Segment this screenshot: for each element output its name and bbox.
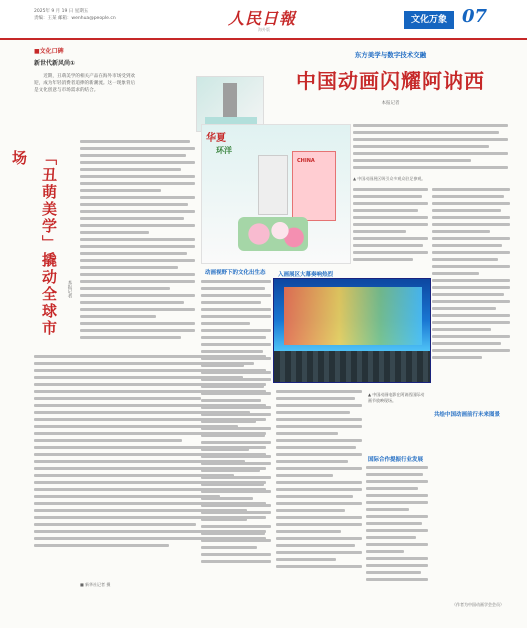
author-note: （作者为中国动画学会会员）	[452, 602, 504, 607]
text-block-3	[353, 124, 508, 169]
photo-credit: ■ 新华社记者 摄	[80, 582, 111, 587]
subhead-4: 共绘中国动画前行未来图景	[434, 412, 501, 418]
page-number: 07	[462, 6, 488, 27]
masthead-date: 2025年 9 月 19 日 星期五	[34, 9, 89, 14]
column-tag: ■文化口碑	[34, 48, 64, 55]
text-block-5	[353, 188, 428, 261]
flower-arrangement-shape	[238, 217, 308, 251]
feature-column-3b	[366, 466, 428, 606]
screening-photo	[273, 278, 431, 383]
feature-intro-text	[353, 124, 508, 174]
story-author: 本报记者	[67, 280, 72, 298]
feature-column-3	[353, 188, 428, 278]
cinema-screen-shape	[284, 287, 422, 345]
text-block-4	[201, 280, 271, 563]
story-lead: 近期，丑萌美学的相关产品在海外市场受到欢迎，成为年轻消费者追捧的新潮流。这一现象背后是文化创意与市场需求的结合。	[34, 74, 136, 94]
masthead-editor: 责编：王某 邮箱：wenhua@people.cn	[34, 16, 116, 21]
feature-header	[273, 46, 508, 126]
exhibition-logo-a: 华夏	[206, 133, 226, 144]
masthead-meta	[34, 8, 116, 22]
text-block-7	[276, 390, 362, 568]
feature-kicker: 东方美学与数字技术交融	[354, 51, 427, 59]
text-block-6	[432, 188, 510, 359]
exhibition-photo	[201, 124, 351, 264]
exhibition-caption: ▲ 中国动画展区吸引众多观众驻足参观。	[353, 176, 426, 181]
feature-column-1	[201, 280, 271, 628]
audience-shape	[274, 351, 431, 383]
story-vertical-title: 「丑萌美学」撬动全球市场	[10, 150, 58, 337]
series-tag: 新世代新风尚①	[34, 60, 76, 67]
booth-panel-shape	[258, 155, 288, 215]
booth-label: CHINA	[297, 158, 315, 164]
text-block-8	[366, 466, 428, 581]
subhead-1: 动画视野下的文化出生态	[205, 270, 266, 276]
feature-byline: 本报记者	[381, 101, 400, 106]
feature-column-2	[276, 390, 362, 605]
subhead-3: 国际合作提振行业发展	[368, 457, 424, 463]
screening-caption: ▲ 中国动画电影在阿讷西国际动画节放映现场。	[368, 392, 425, 403]
text-block	[80, 140, 195, 339]
newspaper-edition: 海外版	[258, 27, 270, 32]
newspaper-logo: 人民日報	[228, 9, 297, 28]
masthead	[0, 0, 527, 40]
feature-headline: 中国动画闪耀阿讷西	[296, 69, 485, 93]
subhead-2: 入画展区大幕奏响热烈	[278, 272, 334, 278]
section-badge: 文化万象	[404, 11, 454, 29]
exhibition-logo-b: 环洋	[216, 146, 232, 155]
feature-column-4	[432, 188, 510, 610]
china-booth	[292, 151, 336, 221]
